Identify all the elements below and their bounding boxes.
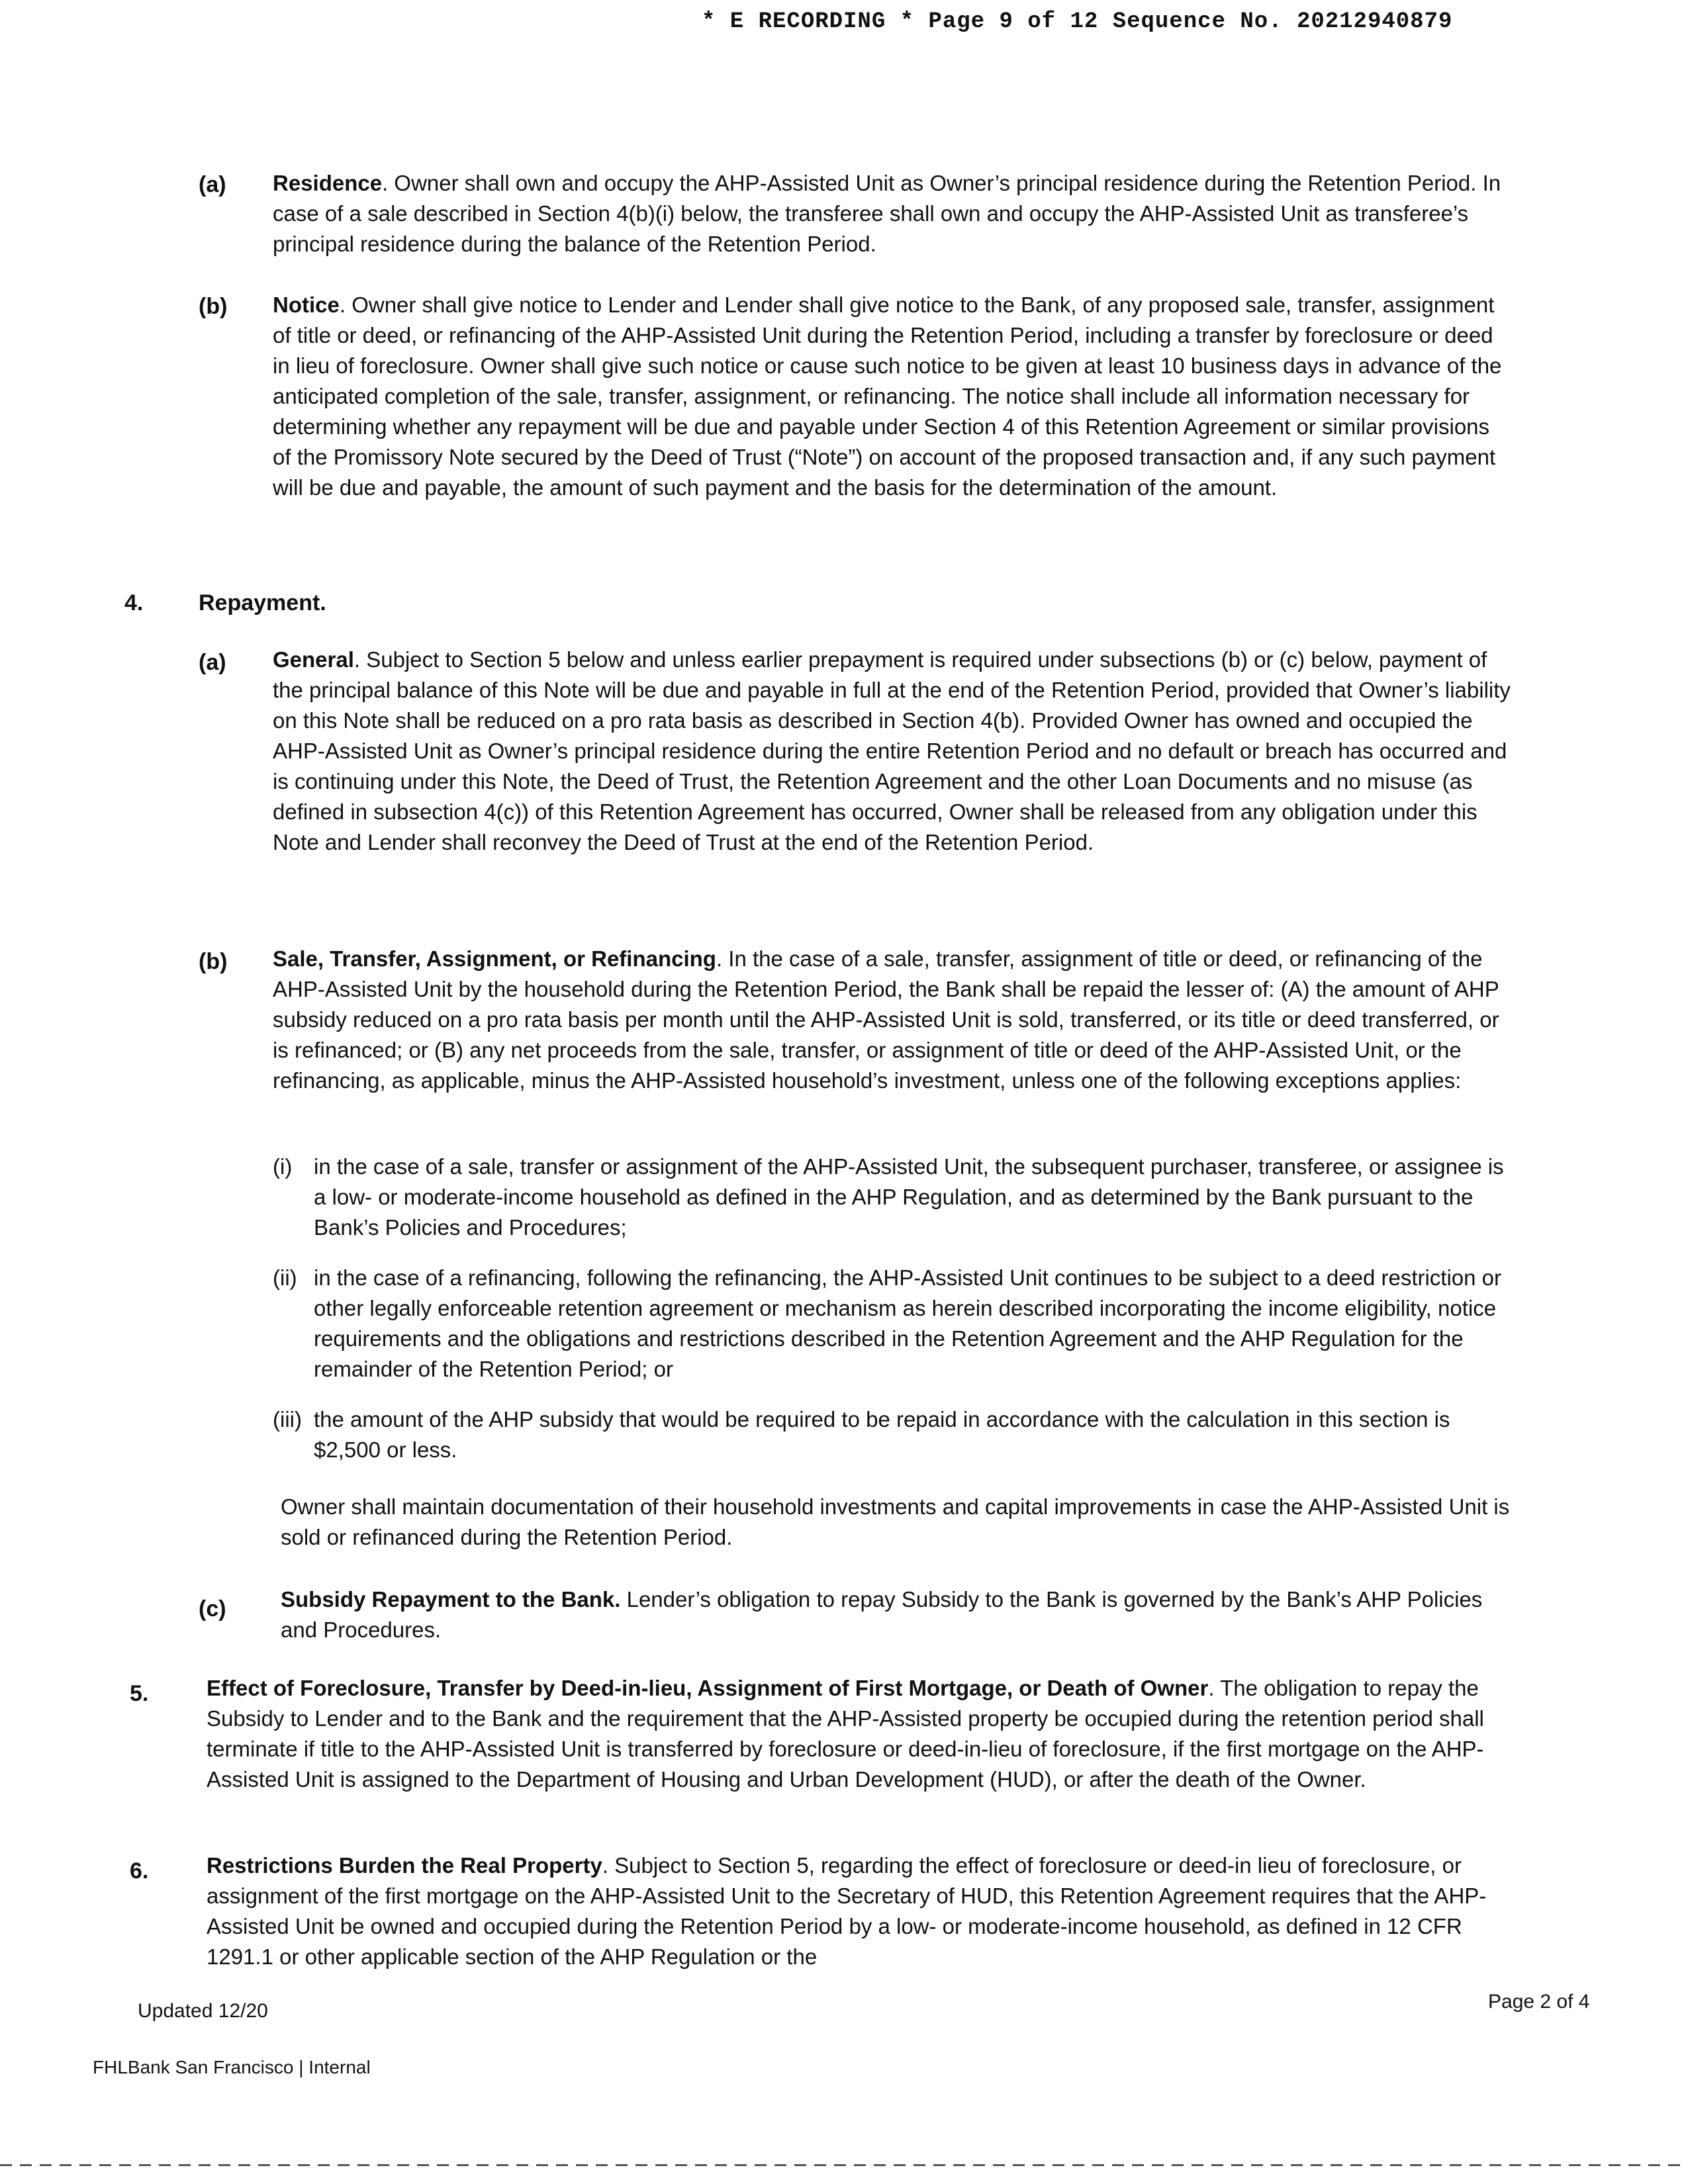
- residence-paragraph: [273, 168, 1511, 259]
- exception-item: [273, 1404, 1511, 1465]
- exception-item: [273, 1152, 1511, 1243]
- subsection-label: (b): [199, 294, 228, 319]
- section-title: Effect of Foreclosure, Transfer by Deed-in-lieu, Assignment of First Mortgage, or Death of Owner: [207, 1676, 1209, 1700]
- section-number: 5.: [130, 1681, 149, 1706]
- subsection-text: . In the case of a sale, transfer, assignment of title or deed, or refinancing of the AHP-Assisted Unit by the household during the Retention Period, the Bank shall be repaid the lesser of: (A) the amount of AHP subsidy reduced on a pro rata basis per month until the AHP-Assisted Unit is sold, transferred, or its title or deed transferred, or is refinanced; or (B) any net proceeds from the sale, transfer, or assignment of title or deed of the AHP-Assisted Unit, or the refinancing, as applicable, minus the AHP-Assisted household’s investment, unless one of the following exceptions applies:: [273, 946, 1499, 1093]
- exception-text: in the case of a sale, transfer or assignment of the AHP-Assisted Unit, the subsequent purchaser, transferee, or assignee is a low- or moderate-income household as defined in the AHP Regulation, and as determined by the Bank pursuant to the Bank’s Policies and Procedures;: [314, 1154, 1504, 1240]
- footer-page-number: Page 2 of 4: [1488, 1991, 1590, 2013]
- exception-number: (i): [273, 1154, 293, 1179]
- sale-transfer-paragraph: [273, 944, 1511, 1096]
- section-text: . Subject to Section 5, regarding the effect of foreclosure or deed-in lieu of foreclosure, or assignment of the first mortgage on the AHP-Assisted Unit to the Secretary of HUD, this Retention Agreement requires that the AHP-Assisted Unit be owned and occupied during the Retention Period by a low- or moderate-income household, as defined in 12 CFR 1291.1 or other applicable section of the AHP Regulation or the: [207, 1853, 1487, 1969]
- exception-number: (ii): [273, 1265, 297, 1290]
- exception-text: in the case of a refinancing, following the refinancing, the AHP-Assisted Unit continues to be subject to a deed restriction or other legally enforceable retention agreement or mechanism as herein described incorporating the income eligibility, notice requirements and the obligations and restrictions described in the Retention Agreement and the AHP Regulation for the remainder of the Retention Period; or: [314, 1265, 1502, 1381]
- footer-organization: FHLBank San Francisco | Internal: [93, 2057, 371, 2077]
- exception-text: the amount of the AHP subsidy that would be required to be repaid in accordance with the calculation in this section is $2,500 or less.: [314, 1407, 1450, 1462]
- subsection-title: Residence: [273, 171, 383, 195]
- recording-header: * E RECORDING * Page 9 of 12 Sequence No. 20212940879: [702, 9, 1453, 34]
- section-number: 6.: [130, 1858, 149, 1884]
- notice-paragraph: [273, 290, 1511, 503]
- scan-artifact-line: [0, 2164, 1688, 2166]
- subsection-text: . Owner shall give notice to Lender and Lender shall give notice to the Bank, of any proposed sale, transfer, assignment of title or deed, or refinancing of the AHP-Assisted Unit during the Retention Period, including a transfer by foreclosure or deed in lieu of foreclosure. Owner shall give such notice or cause such notice to be given at least 10 business days in advance of the anticipated completion of the sale, transfer, assignment, or refinancing. The notice shall include all information necessary for determining whether any repayment will be due and payable under Section 4 of this Retention Agreement or similar provisions of the Promissory Note secured by the Deed of Trust (“Note”) on account of the proposed transaction and, if any such payment will be due and payable, the amount of such payment and the basis for the determination of the amount.: [273, 293, 1502, 500]
- subsection-label: (a): [199, 172, 226, 197]
- subsection-title: General: [273, 647, 354, 672]
- subsection-title: Sale, Transfer, Assignment, or Refinancing: [273, 946, 716, 971]
- subsection-label: (b): [199, 949, 228, 974]
- subsection-text: Lender’s obligation to repay Subsidy to the Bank is governed by the Bank’s AHP Policies and Procedures.: [281, 1587, 1483, 1642]
- subsection-label: (a): [199, 650, 226, 675]
- restrictions-paragraph: [207, 1850, 1524, 1972]
- exception-item: [273, 1263, 1511, 1385]
- section-title: Restrictions Burden the Real Property: [207, 1853, 602, 1878]
- documentation-paragraph: Owner shall maintain documentation of their household investments and capital improvements in case the AHP-Assisted Unit is sold or refinanced during the Retention Period.: [281, 1494, 1510, 1549]
- exception-number: (iii): [273, 1407, 302, 1432]
- section-text: . The obligation to repay the Subsidy to Lender and to the Bank and the requirement that the AHP-Assisted property be occupied during the retention period shall terminate if title to the AHP-Assisted Unit is transferred by foreclosure or deed-in-lieu of foreclosure, if the first mortgage on the AHP-Assisted Unit is assigned to the Department of Housing and Urban Development (HUD), or after the death of the Owner.: [207, 1676, 1484, 1792]
- subsection-title: Notice: [273, 293, 340, 317]
- subsidy-repayment-paragraph: [281, 1584, 1511, 1645]
- section-number: 4.: [124, 590, 144, 615]
- foreclosure-paragraph: [207, 1673, 1524, 1795]
- subsection-title: Subsidy Repayment to the Bank.: [281, 1587, 621, 1612]
- section-title: Repayment.: [199, 590, 326, 615]
- footer-updated: Updated 12/20: [138, 2000, 268, 2022]
- general-paragraph: [273, 645, 1511, 858]
- subsection-label: (c): [199, 1596, 226, 1621]
- subsection-text: . Subject to Section 5 below and unless earlier prepayment is required under subsections (b) or (c) below, payment of the principal balance of this Note will be due and payable in full at the end of the Retention Period, provided that Owner’s liability on this Note shall be reduced on a pro rata basis as described in Section 4(b). Provided Owner has owned and occupied the AHP-Assisted Unit as Owner’s principal residence during the entire Retention Period and no default or breach has occurred and is continuing under this Note, the Deed of Trust, the Retention Agreement and the other Loan Documents and no misuse (as defined in subsection 4(c)) of this Retention Agreement has occurred, Owner shall be released from any obligation under this Note and Lender shall reconvey the Deed of Trust at the end of the Retention Period.: [273, 647, 1511, 854]
- subsection-text: . Owner shall own and occupy the AHP-Assisted Unit as Owner’s principal residence during the Retention Period. In case of a sale described in Section 4(b)(i) below, the transferee shall own and occupy the AHP-Assisted Unit as transferee’s principal residence during the balance of the Retention Period.: [273, 171, 1501, 256]
